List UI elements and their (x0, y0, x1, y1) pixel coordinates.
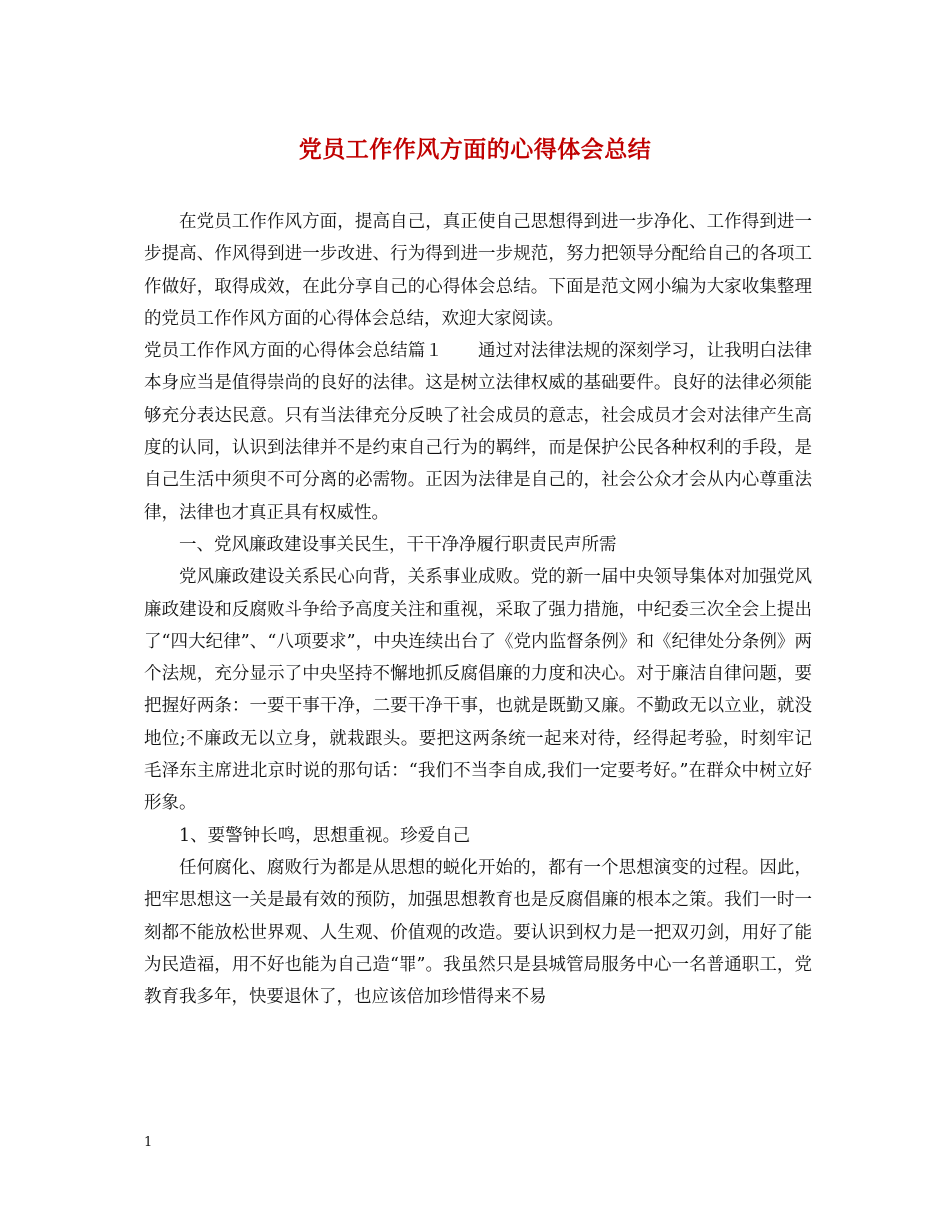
paragraph-intro: 在党员工作作风方面，提高自己，真正使自己思想得到进一步净化、工作得到进一步提高、作风得到进一步改进、行为得到进一步规范，努力把领导分配给自己的各项工作做好，取得成效，在此分享自己的心得体会总结。下面是范文网小编为大家收集整理的党员工作作风方面的心得体会总结，欢迎大家阅读。 (144, 212, 812, 329)
document-title: 党员工作作风方面的心得体会总结 (298, 136, 652, 163)
heading-item-1: 1、要警钟长鸣，思想重视。珍爱自己 (179, 825, 471, 846)
heading-part-one: 一、党风廉政建设事关民生，干干净净履行职责民声所需 (179, 534, 617, 555)
paragraph-section-1: 党员工作作风方面的心得体会总结篇１ 通过对法律法规的深刻学习，让我明白法律本身应当是值得崇尚的良好的法律。这是树立法律权威的基础要件。良好的法律必须能够充分表达民意。只有当法律充分反映了社会成员的意志，社会成员才会对法律产生高度的认同，认识到法律并不是约束自己行为的羁绊，而是保护公民各种权利的手段，是自己生活中须臾不可分离的必需物。正因为法律是自己的，社会公众才会从内心尊重法律，法律也才真正具有权威性。 (144, 341, 812, 523)
document-body (144, 206, 812, 1013)
paragraph-party-style: 党风廉政建设关系民心向背，关系事业成败。党的新一届中央领导集体对加强党风廉政建设和反腐败斗争给予高度关注和重视，采取了强力措施，中纪委三次全会上提出了“四大纪律”、“八项要求”，中央连续出台了《党内监督条例》和《纪律处分条例》两个法规，充分显示了中央坚持不懈地抓反腐倡廉的力度和决心。对于廉洁自律问题，要把握好两条：一要干事干净，二要干净干事，也就是既勤又廉。不勤政无以立业，就没地位;不廉政无以立身，就栽跟头。要把这两条统一起来对待，经得起考验，时刻牢记毛泽东主席进北京时说的那句话：“我们不当李自成,我们一定要考好。”在群众中树立好形象。 (144, 567, 812, 814)
page-number: 1 (144, 1135, 153, 1150)
paragraph-corruption: 任何腐化、腐败行为都是从思想的蜕化开始的，都有一个思想演变的过程。因此，把牢思想这一关是最有效的预防，加强思想教育也是反腐倡廉的根本之策。我们一时一刻都不能放松世界观、人生观、价值观的改造。要认识到权力是一把双刃剑，用好了能为民造福，用不好也能为自己造“罪”。我虽然只是县城管局服务中心一名普通职工，党教育我多年，快要退休了，也应该倍加珍惜得来不易 (144, 857, 812, 1008)
